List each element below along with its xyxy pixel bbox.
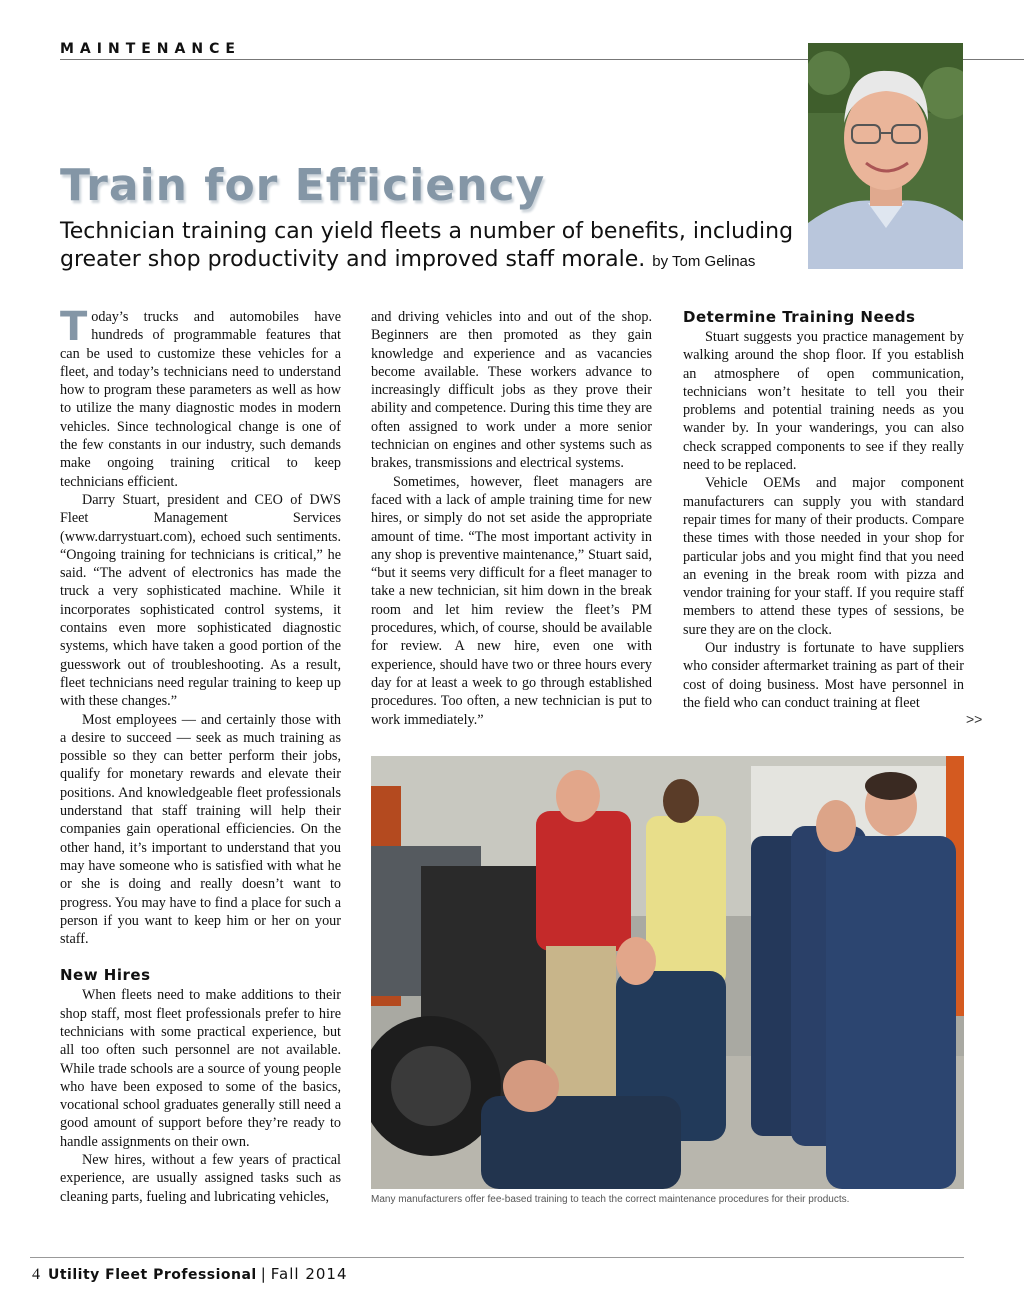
paragraph: Vehicle OEMs and major component manufacturers can supply you with standard repair times for many of their products. Compare these times with those needed in your shop for particular jobs and you might find that you need an evening in the break room with pizza and vendor training for your staff. If you require staff members to attend these types of sessions, be sure they are on the clock. [683,475,964,638]
footer-separator: | [260,1265,267,1283]
paragraph: New hires, without a few years of practical experience, are usually assigned tasks such as cleaning parts, fueling and lubricating vehicles, [60,1152,341,1205]
author-portrait [808,43,963,269]
training-photo [371,756,964,1189]
byline: by Tom Gelinas [652,253,756,270]
column-3 [683,308,964,712]
paragraph: Stuart suggests you practice management by walking around the shop floor. If you establish an atmosphere of open communication, technicians won’t hesitate to tell you their problems and potential training needs as you wander by. In your wanderings, you can also check scrapped components to see if they really need to be replaced. [683,329,964,474]
paragraph: Darry Stuart, president and CEO of DWS Fleet Management Services (www.darrystuart.com), echoed such sentiments. “Ongoing training for technicians is critical,” he said. “The advent of electronics has made the truck a very sophisticated machine. While it incorporates sophisticated control systems, it contains even more sophisticated diagnostic systems, which have taken a good portion of the guesswork out of troubleshooting. As a result, fleet technicians need regular training to keep up with these changes.” [60,491,341,710]
photo-caption: Many manufacturers offer fee-based training to teach the correct maintenance procedures for their products. [371,1194,850,1205]
subhead-training-needs: Determine Training Needs [683,308,916,326]
page-footer [32,1265,348,1284]
paragraph: Our industry is fortunate to have suppliers who consider aftermarket training as part of their cost of doing business. Most have personnel in the field who can conduct training at fleet [683,640,964,711]
section-label: MAINTENANCE [60,41,241,57]
subhead-new-hires: New Hires [60,966,151,985]
publication-name: Utility Fleet Professional [48,1267,257,1283]
paragraph: oday’s trucks and automobiles have hundreds of programmable features that can be used to customize these vehicles for a fleet, and today’s technicians need to understand how to program these parameters as well as how to utilize the many diagnostic modes in modern vehicles. Since technological change is one of the few constants in our industry, such demands make ongoing training critical to keep technicians efficient. [60,309,341,490]
issue-date: Fall 2014 [270,1265,348,1283]
drop-cap: T [60,304,88,350]
deck-text: Technician training can yield fleets a number of benefits, including greater shop productivity and improved staff morale. [60,219,794,272]
column-1 [60,304,341,1206]
paragraph: When fleets need to make additions to their shop staff, most fleet professionals prefer to hire technicians with some practical experience, but all too often such personnel are not available. While trade schools are a source of young people who have been exposed to some of the basics, vocational school graduates generally still need a good amount of support before they’re ready to handle assignments on their own. [60,987,341,1150]
article-deck [60,218,800,276]
page-number: 4 [32,1266,40,1283]
footer-rule [30,1257,964,1258]
paragraph: and driving vehicles into and out of the shop. Beginners are then promoted as they gain knowledge and experience and as vacancies become available. These workers advance to increasingly difficult jobs as they prove their ability and competence. During this time they are often assigned to work under a more senior technician on engines and other systems such as brakes, transmissions and electrical systems. [371,309,652,472]
continued-marker: >> [966,711,983,727]
column-2 [371,308,652,729]
paragraph: Most employees — and certainly those with a desire to succeed — seek as much training as possible so they can better perform their jobs, qualify for monetary rewards and elevate their positions. And knowledgeable fleet professionals understand that staff training will help their companies gain operational efficiencies. On the other hand, it’s important to understand that you may have someone who is satisfied with what he or she is doing and really doesn’t want to progress. You may have to find a place for such a person if you want to keep him or her on your staff. [60,711,341,948]
paragraph: Sometimes, however, fleet managers are faced with a lack of ample training time for new hires, or simply do not set aside the appropriate amount of time. “The most important activity in any shop is preventive maintenance,” Stuart said, “but it seems very difficult for a fleet manager to take a new technician, sit him down in the break room and let him review the fleet’s PM procedures, which, of course, should be available for review. A new hire, even one with experience, should have two or three hours every day for at least a week to go through established procedures. Too often, a new technician is put to work immediately.” [371,473,652,728]
article-title: Train for Efficiency [60,160,546,211]
